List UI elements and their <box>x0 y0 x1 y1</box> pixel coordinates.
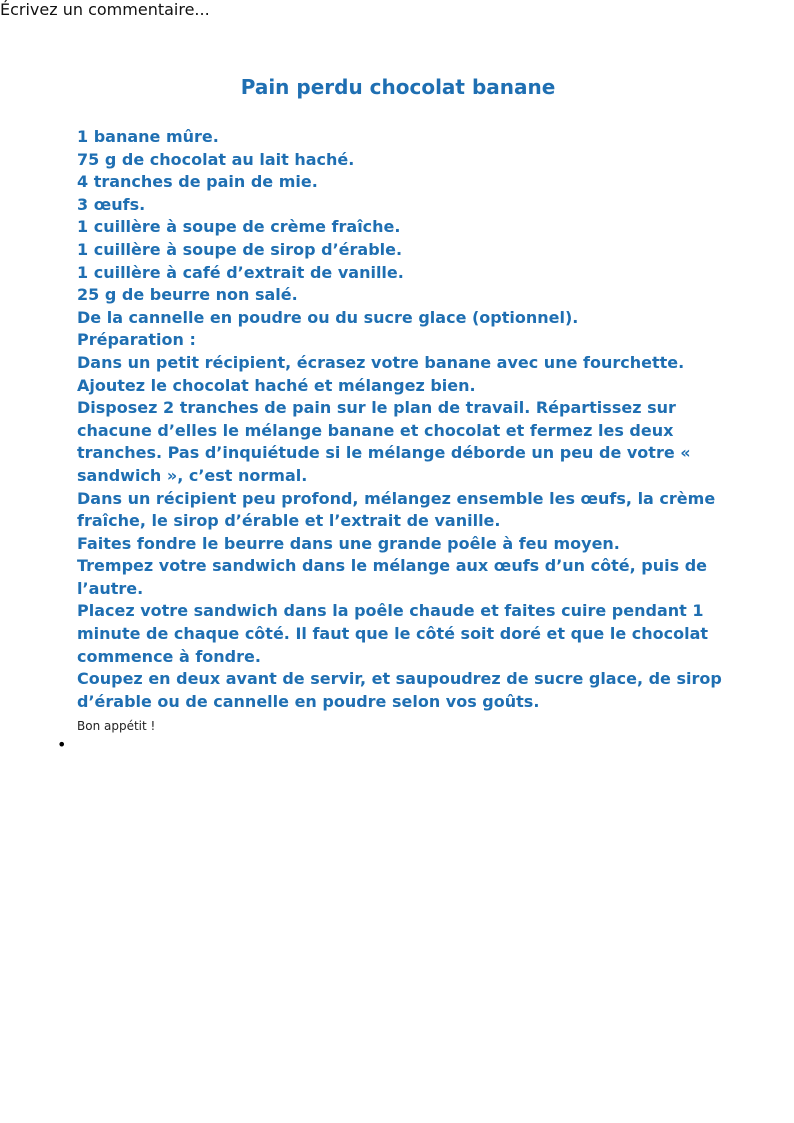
preparation-step: Trempez votre sandwich dans le mélange aux œufs d’un côté, puis de l’autre. <box>77 556 707 598</box>
recipe-title: Pain perdu chocolat banane <box>240 75 556 99</box>
preparation-step: Dans un petit récipient, écrasez votre banane avec une fourchette. Ajoutez le chocolat haché et mélangez bien. <box>77 352 685 395</box>
ingredient-line: 3 œufs. <box>77 194 146 214</box>
ingredient-line: 75 g de chocolat au lait haché. <box>77 149 355 169</box>
ingredient-line: 1 cuillère à café d’extrait de vanille. <box>77 262 404 282</box>
preparation-heading: Préparation : <box>77 330 196 350</box>
sign-off-text: Bon appétit ! <box>77 719 156 733</box>
preparation-step: Faites fondre le beurre dans une grande poêle à feu moyen. <box>77 533 620 553</box>
list-bullet: • <box>57 735 67 754</box>
preparation-step: Coupez en deux avant de servir, et saupoudrez de sucre glace, de sirop d’érable ou de cannelle en poudre selon vos goûts. <box>77 669 722 711</box>
ingredient-line: 25 g de beurre non salé. <box>77 285 298 305</box>
preparation-step: Disposez 2 tranches de pain sur le plan de travail. Répartissez sur chacune d’elles le mélange banane et chocolat et fermez les deux tranches. Pas d’inquiétude si le mélange déborde un peu de votre « sandwich », c’est normal. <box>77 398 691 485</box>
ingredient-line: 4 tranches de pain de mie. <box>77 172 318 192</box>
ingredient-line: 1 cuillère à soupe de sirop d’érable. <box>77 239 403 259</box>
comment-placeholder[interactable]: Écrivez un commentaire... <box>0 0 210 19</box>
ingredient-line: 1 cuillère à soupe de crème fraîche. <box>77 217 401 237</box>
ingredient-line: 1 banane mûre. <box>77 127 219 146</box>
recipe-body <box>77 126 722 713</box>
preparation-step: Dans un récipient peu profond, mélangez ensemble les œufs, la crème fraîche, le sirop d’érable et l’extrait de vanille. <box>77 488 716 531</box>
preparation-step: Placez votre sandwich dans la poêle chaude et faites cuire pendant 1 minute de chaque côté. Il faut que le côté soit doré et que le chocolat commence à fondre. <box>77 601 709 666</box>
ingredient-line: De la cannelle en poudre ou du sucre glace (optionnel). <box>77 307 579 327</box>
